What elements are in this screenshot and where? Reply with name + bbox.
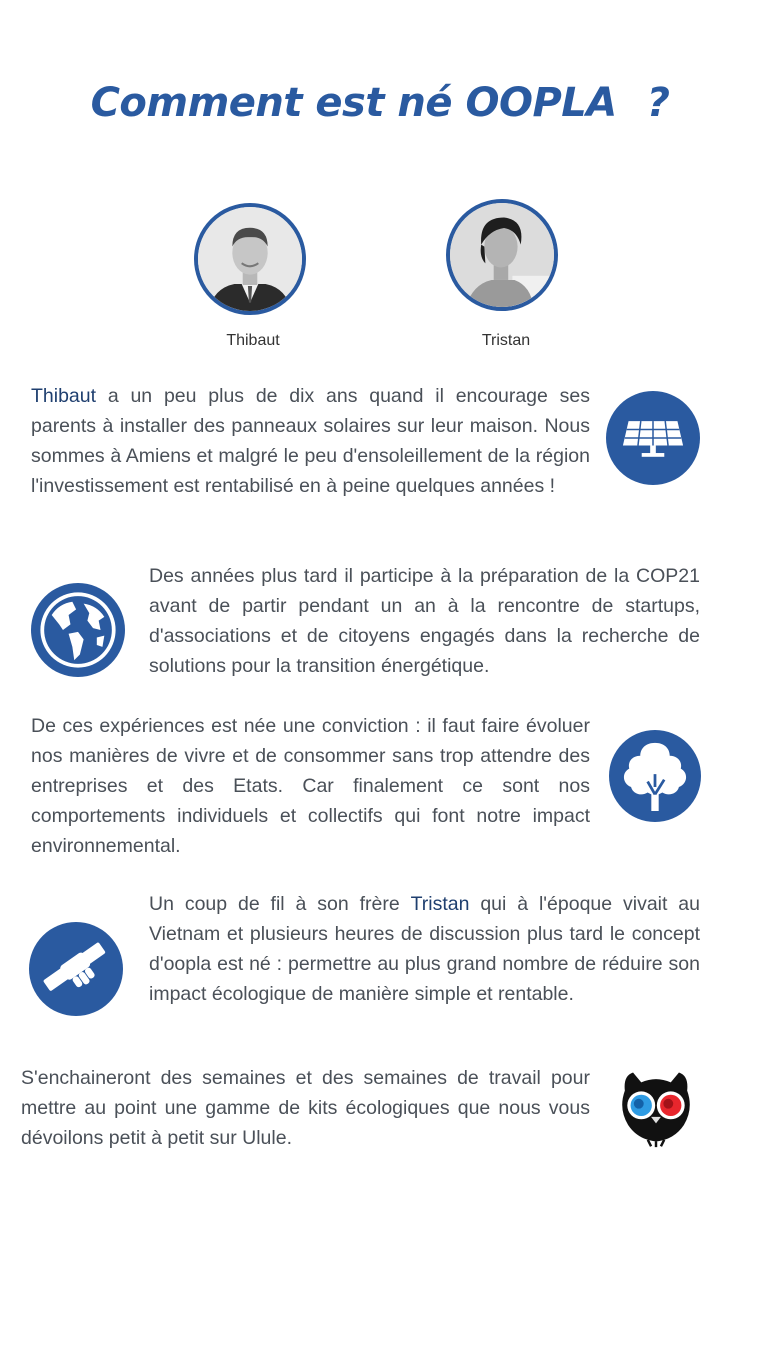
paragraph-text-before: Un coup de fil à son frère xyxy=(149,893,411,915)
globe-icon xyxy=(31,583,125,677)
paragraph-text: Des années plus tard il participe à la préparation de la COP21 avant de partir pendant un an à la rencontre de startups, d'associations et de citoyens engagés dans la recherche de solutions pour la transition énergétique. xyxy=(149,565,700,677)
ulule-owl-icon xyxy=(614,1066,698,1148)
paragraph-childhood xyxy=(31,381,590,501)
highlight-tristan: Tristan xyxy=(410,893,470,915)
paragraph-ulule xyxy=(21,1063,590,1153)
paragraph-text: De ces expériences est née une conviction : il faut faire évoluer nos manières de vivre et de consommer sans trop attendre des entreprises et des Etats. Car finalement ce sont nos comportements individuels et collectifs qui font notre impact environnemental. xyxy=(31,715,590,857)
paragraph-text-after: qui à l'époque vivait au Vietnam et plusieurs heures de discussion plus tard le concept d'oopla est né : permettre au plus grand nombre de réduire son impact écologique de manière simple et rentable. xyxy=(149,893,700,1005)
tree-icon xyxy=(609,730,701,822)
paragraph-cop21 xyxy=(149,561,700,681)
avatar-tristan xyxy=(446,199,558,311)
paragraph-tristan-call xyxy=(149,889,700,1009)
title-question-mark: ? xyxy=(646,80,670,126)
paragraph-text: a un peu plus de dix ans quand il encourage ses parents à installer des panneaux solaires sur leur maison. Nous sommes à Amiens et malgré le peu d'ensoleillement de la région l'investissement est rentabilisé en à peine quelques années ! xyxy=(31,385,590,497)
title-text: Comment est né OOPLA xyxy=(90,80,617,126)
solar-panel-icon xyxy=(606,391,700,485)
handshake-icon xyxy=(29,922,123,1016)
highlight-thibaut: Thibaut xyxy=(31,385,97,407)
paragraph-text: S'enchaineront des semaines et des semaines de travail pour mettre au point une gamme de kits écologiques que nous vous dévoilons petit à petit sur Ulule. xyxy=(21,1067,590,1149)
founder-name-thibaut: Thibaut xyxy=(226,332,280,349)
paragraph-conviction xyxy=(31,711,590,861)
avatar-thibaut xyxy=(194,203,306,315)
page-title xyxy=(0,80,760,126)
founder-name-tristan: Tristan xyxy=(481,332,531,349)
